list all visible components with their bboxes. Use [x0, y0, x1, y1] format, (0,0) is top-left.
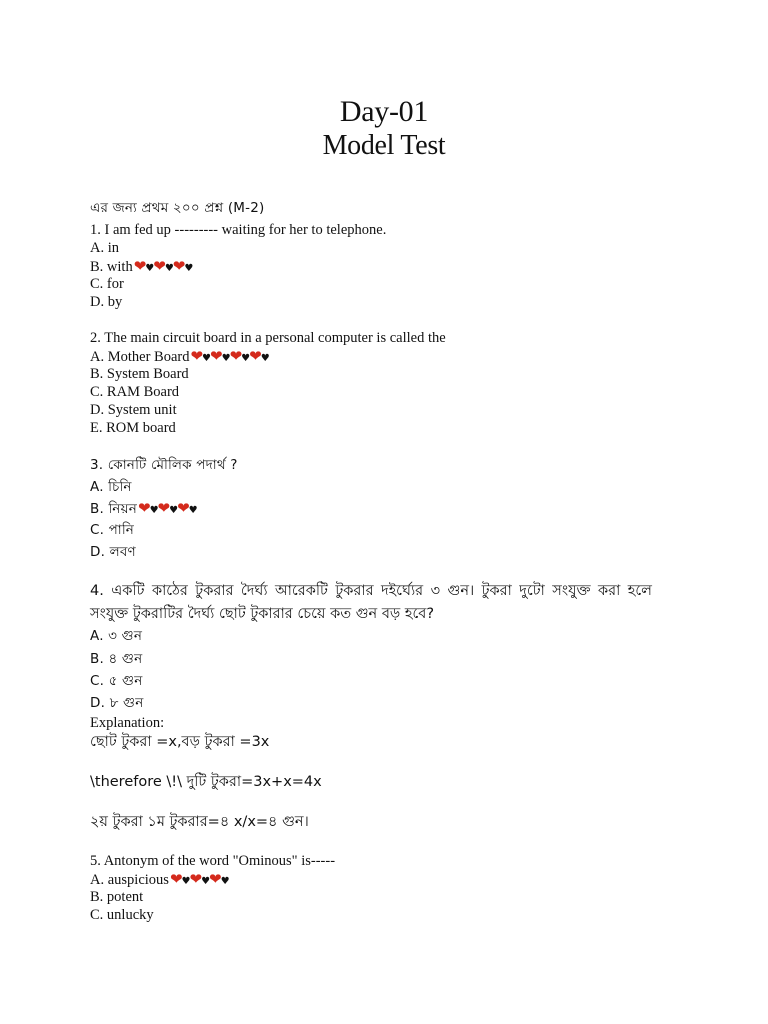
- question-4-option-d: D. ৮ গুন: [90, 695, 144, 711]
- question-5-option-b: B. potent: [90, 889, 144, 905]
- question-1-option-c: C. for: [90, 276, 124, 292]
- question-2-stem: 2. The main circuit board in a personal computer is called the: [90, 330, 446, 346]
- page-title: Day-01: [339, 95, 429, 128]
- option-label: B. নিয়ন: [90, 501, 137, 517]
- question-3-option-b: [90, 499, 197, 520]
- question-4-explanation-label: Explanation:: [90, 715, 165, 731]
- question-1-option-a: A. in: [90, 240, 119, 256]
- question-5-stem: 5. Antonym of the word "Ominous" is-----: [90, 853, 336, 869]
- question-3-option-a: A. চিনি: [90, 479, 132, 495]
- hearts-answer-marker-icon: ❤♥❤♥❤♥: [137, 499, 197, 517]
- question-5-option-c: C. unlucky: [90, 907, 154, 923]
- question-4-explanation-line-2: \therefore \!\ দুটি টুকরা=3x+x=4x: [90, 774, 322, 790]
- question-2-option-e: E. ROM board: [90, 420, 176, 436]
- question-4-stem-line-1: 4. একটি কাঠের টুকরার দৈর্ঘ্য আরেকটি টুকরার দইর্ঘ্যের ৩ গুন। টুকরা দুটো সংযুক্ত করা হলে: [90, 583, 652, 599]
- page-subtitle: Model Test: [322, 130, 446, 161]
- question-2-option-c: C. RAM Board: [90, 384, 180, 400]
- hearts-answer-marker-icon: ❤♥❤♥❤♥❤♥: [190, 347, 269, 365]
- intro-line: এর জন্য প্রথম ২০০ প্রশ্ন (M-2): [90, 200, 265, 216]
- question-4-explanation-line-1: ছোট টুকরা =x,বড় টুকরা =3x: [90, 734, 270, 750]
- question-2-option-d: D. System unit: [90, 402, 177, 418]
- question-4-stem-line-2: সংযুক্ত টুকরাটির দৈর্ঘ্য ছোট টুকারার চেয়ে কত গুন বড় হবে?: [90, 606, 435, 622]
- question-4-option-b: B. ৪ গুন: [90, 651, 143, 667]
- question-1-stem: 1. I am fed up --------- waiting for her to telephone.: [90, 222, 387, 238]
- question-4-explanation-line-3: ২য় টুকরা ১ম টুকরার=৪ x/x=৪ গুন।: [90, 814, 309, 830]
- hearts-answer-marker-icon: ❤♥❤♥❤♥: [169, 870, 229, 888]
- question-4-option-c: C. ৫ গুন: [90, 673, 143, 689]
- question-3-option-c: C. পানি: [90, 522, 135, 538]
- option-label: A. auspicious: [90, 872, 169, 888]
- question-2-option-b: B. System Board: [90, 366, 189, 382]
- option-label: B. with: [90, 259, 133, 275]
- question-1-option-d: D. by: [90, 294, 123, 310]
- hearts-answer-marker-icon: ❤♥❤♥❤♥: [133, 257, 193, 275]
- question-4-option-a: A. ৩ গুন: [90, 628, 143, 644]
- question-3-stem: 3. কোনটি মৌলিক পদার্থ ?: [90, 457, 238, 473]
- question-3-option-d: D. লবণ: [90, 544, 136, 560]
- option-label: A. Mother Board: [90, 349, 190, 365]
